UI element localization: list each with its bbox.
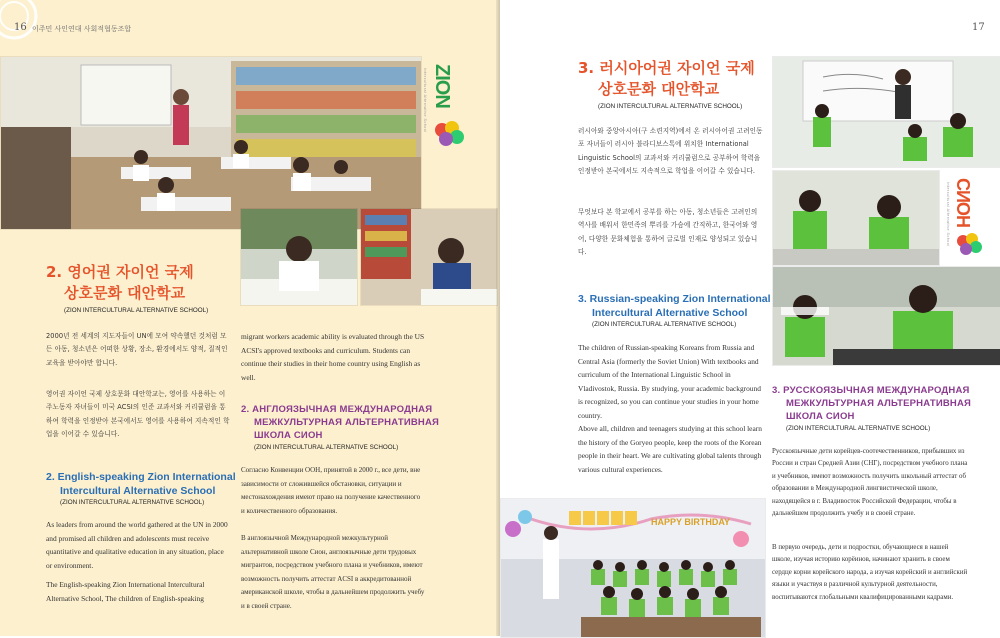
section3-en-title-line2: Intercultural Alternative School bbox=[592, 307, 748, 319]
section2-ru-title-line2: МЕЖКУЛЬТУРНАЯ АЛЬТЕРНАТИВНАЯ bbox=[254, 417, 440, 428]
section3-ko-paragraph-1: 러시아와 중앙아시아(구 소련지역)에서 온 러시아어권 고려인동포 자녀들이 러시아 블라디보스톡에 위치한 International Linguistic School의 교과서와 커리큘럼으로 공부하여 학력을 인정받아 본국에서도 지속적으로 학업을 이어갈 수 있습니다. bbox=[578, 127, 763, 176]
section2-en-paragraph-1: As leaders from around the world gathered at the UN in 2000 and promised all children and adolescents must receive quantitative and qualitative education in any situation, place or environment. bbox=[46, 520, 228, 570]
section2-ru-paragraph-2: В англоязычной Международной межкультурной альтернативной школе Сион, англоязычные дети трудовых мигрантов, посредством учебного плана и учебников, имеют возможность получить аттестат ACSI в аккредитованной американской школе, чтобы в дальнейшем продолжить учебу и в своей стране. bbox=[241, 534, 425, 610]
section3-ru-title-line2: МЕЖКУЛЬТУРНАЯ АЛЬТЕРНАТИВНАЯ bbox=[786, 398, 972, 409]
section2-subtitle: (ZION INTERCULTURAL ALTERNATIVE SCHOOL) bbox=[64, 307, 209, 314]
classroom-photo bbox=[0, 56, 422, 230]
section2-ru-paragraph-1: Согласно Конвенции ООН, принятой в 2000 г., все дети, вне зависимости от сложившейся обстановки, ситуации и местонахождения имеют право на получение качественного и количественного образования. bbox=[241, 466, 421, 515]
section2-ru-title-line1: 2. АНГЛОЯЗЫЧНАЯ МЕЖДУНАРОДНАЯ bbox=[241, 404, 433, 415]
section2-ru-title-line3: ШКОЛА СИОН bbox=[254, 430, 323, 441]
section2-en-subtitle: (ZION INTERCULTURAL ALTERNATIVE SCHOOL) bbox=[60, 499, 205, 506]
flower-logo-icon bbox=[954, 230, 984, 258]
section2-title-line2: 상호문화 대안학교 bbox=[64, 284, 186, 302]
zion-logo-tagline: Intercultural Alternative School bbox=[423, 68, 427, 133]
birthday-banner-text: HAPPY BIRTHDAY bbox=[651, 517, 731, 527]
section2-ko-paragraph-2: 영어권 자이언 국제 상호문화 대안학교는, 영어를 사용하는 이주노동자 자녀들이 미국 ACSI의 인준 교과서와 커리큘럼을 통하여 학력을 인정받아 본국에서도 영어를 사용하여 지속적인 학업을 이어갈 수 있습니다. bbox=[46, 390, 230, 439]
section3-title-line1: 3. 러시아어권 자이언 국제 bbox=[578, 59, 755, 77]
classroom-illustration bbox=[1, 57, 421, 229]
running-head: 이주민 사인연대 사회적협동조합 bbox=[32, 25, 132, 33]
flower-logo-icon bbox=[432, 118, 466, 148]
student-writing-photo bbox=[772, 266, 1000, 366]
section3-en-paragraph-1: The children of Russian-speaking Koreans from Russia and Central Asia (formerly the Soviet Union) With textbooks and curriculum of the International Linguistic School in Vladivostok, Russia. By studying, your academic background is recognized, so you can continue your studies in your home country. bbox=[578, 343, 761, 420]
section3-ru-title-line3: ШКОЛА СИОН bbox=[786, 411, 855, 422]
birthday-party-photo bbox=[500, 498, 766, 638]
left-page bbox=[0, 0, 500, 636]
students-desk-illustration bbox=[773, 171, 939, 265]
section3-subtitle: (ZION INTERCULTURAL ALTERNATIVE SCHOOL) bbox=[598, 103, 743, 110]
section2-ru-subtitle: (ZION INTERCULTURAL ALTERNATIVE SCHOOL) bbox=[254, 444, 399, 451]
section2-en-paragraph-3: migrant workers academic ability is evaluated through the US ACSI's approved textbooks and curriculum. Students can continue their studies in their home country using English as well. bbox=[241, 332, 425, 382]
student-illustration-2 bbox=[361, 209, 497, 305]
section2-title-line1: 2. 영어권 자이언 국제 bbox=[46, 263, 194, 281]
blackboard-illustration bbox=[773, 57, 1000, 167]
blackboard-photo bbox=[772, 56, 1000, 168]
section2-en-title-line2: Intercultural Alternative School bbox=[60, 485, 216, 497]
sion-logo-tagline: Intercultural Alternative School bbox=[946, 182, 950, 247]
student-photo-2 bbox=[360, 208, 498, 306]
section3-ko-paragraph-2: 무엇보다 본 학교에서 공부를 하는 아동, 청소년들은 고려인의 역사를 배워서 한민족의 뿌리를 가슴에 간직하고, 한국어와 영어, 다양한 문화체험을 통하여 글로벌 인재로 양성되고 있습니다. bbox=[578, 208, 758, 257]
page-number: 17 bbox=[972, 22, 985, 33]
student-photo-1 bbox=[240, 208, 358, 306]
section3-en-title-line1: 3. Russian-speaking Zion International bbox=[578, 293, 771, 305]
right-page bbox=[500, 0, 1000, 636]
section3-ru-paragraph-2: В первую очередь, дети и подростки, обучающиеся в нашей школе, изучая историю корёинов, начинают хранить в своем сердце корни корейского народа, а изучая корейский и английский языки и участвуя в различной культурной деятельности, воспитываются глобальными квалифицированными кадрами. bbox=[772, 544, 968, 601]
students-desk-photo bbox=[772, 170, 940, 266]
birthday-illustration bbox=[501, 499, 765, 637]
section3-ru-subtitle: (ZION INTERCULTURAL ALTERNATIVE SCHOOL) bbox=[786, 425, 931, 432]
section2-ko-paragraph-1: 2000년 전 세계의 지도자들이 UN에 모여 약속했던 것처럼 모든 아동, 청소년은 어떠한 상황, 장소, 환경에서도 양적, 질적인 교육을 받아야만 합니다. bbox=[46, 332, 228, 367]
section2-en-paragraph-2: The English-speaking Zion International Intercultural Alternative School, The children of English-speaking bbox=[46, 580, 205, 603]
sion-logo: СИОН bbox=[953, 178, 973, 227]
zion-logo: ZION bbox=[431, 64, 453, 108]
section3-ru-paragraph-1: Русскоязычные дети корейцев-соотечественников, прибывших из России и стран Средней Азии (СНГ), посредством учебного плана и учебников, имеют возможность получить школьный аттестат об образовании в Международной лингвистической школе, находящейся в г. Владивосток Российской Федерации, чтобы в дальнейшем продолжить учебу и в своей стране. bbox=[772, 448, 968, 518]
section3-ru-title-line1: 3. РУССКОЯЗЫЧНАЯ МЕЖДУНАРОДНАЯ bbox=[772, 385, 970, 396]
section2-en-title-line1: 2. English-speaking Zion International bbox=[46, 471, 236, 483]
student-illustration-1 bbox=[241, 209, 357, 305]
student-writing-illustration bbox=[773, 267, 1000, 365]
page-number: 16 bbox=[14, 22, 27, 33]
section3-en-subtitle: (ZION INTERCULTURAL ALTERNATIVE SCHOOL) bbox=[592, 321, 737, 328]
section3-en-paragraph-2: Above all, children and teenagers studying at this school learn the history of the Goryeo people, keep the roots of the Korean people in their heart. We are cultivating global talents through various cultural experiences. bbox=[578, 424, 762, 474]
section3-title-line2: 상호문화 대안학교 bbox=[598, 80, 720, 98]
